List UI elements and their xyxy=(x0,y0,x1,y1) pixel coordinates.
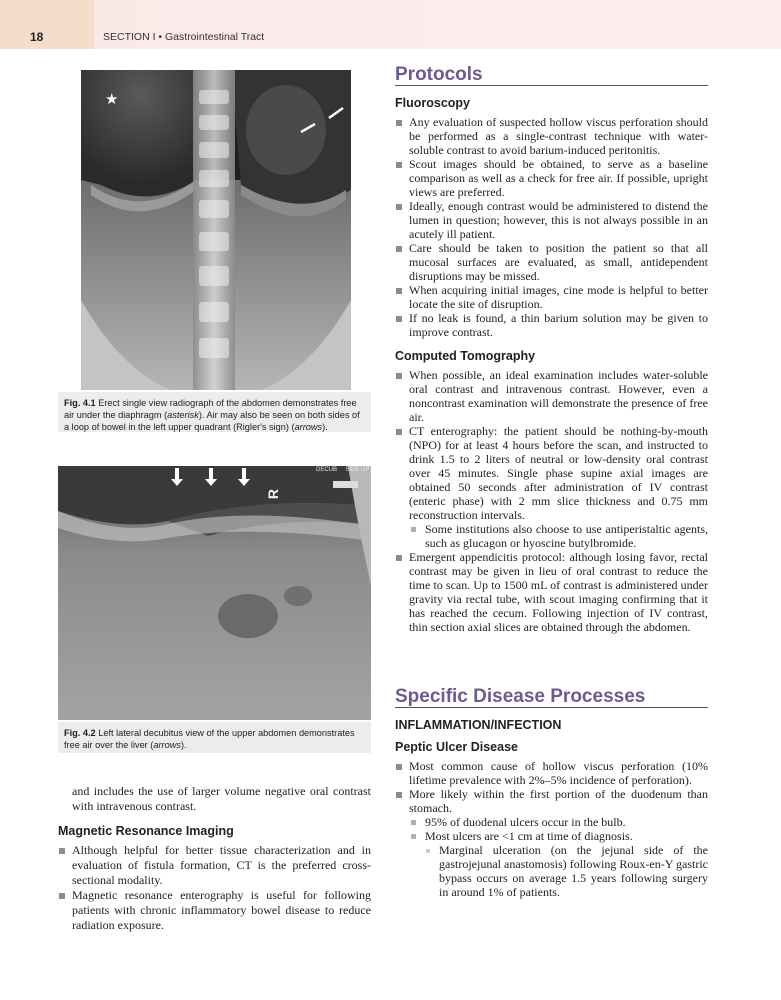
list-item: Although helpful for better tissue characterization and in evaluation of fistula formation, CT is the preferred cross-sectional modality. xyxy=(58,843,371,888)
pud-list xyxy=(395,759,708,899)
pud-sub-list xyxy=(409,815,708,899)
page-number: 18 xyxy=(30,30,44,44)
caption-emphasis: arrows xyxy=(153,740,181,750)
fluoroscopy-heading: Fluoroscopy xyxy=(395,96,471,110)
pud-sub-sub-list xyxy=(425,843,708,899)
caption-label: Fig. 4.2 xyxy=(64,728,96,738)
sub-list-item xyxy=(409,829,708,899)
continuation-paragraph: and includes the use of larger volume negative oral contrast with intravenous contrast. xyxy=(72,784,371,813)
sub-list-item-text: Most ulcers are <1 cm at time of diagnosis. xyxy=(425,829,633,843)
list-item: Ideally, enough contrast would be administered to distend the lumen in question; however, this is not always possible in an acutely ill patient. xyxy=(395,199,708,241)
list-item xyxy=(395,424,708,550)
sub-list-item: 95% of duodenal ulcers occur in the bulb. xyxy=(409,815,708,829)
list-item: Magnetic resonance enterography is useful for following patients with chronic inflammatory bowel disease to reduce radiation exposure. xyxy=(58,888,371,933)
inflammation-heading: INFLAMMATION/INFECTION xyxy=(395,718,562,732)
list-item: Any evaluation of suspected hollow viscus perforation should be performed as a single-contrast technique with water-soluble contrast to avoid barium-induced peritonitis. xyxy=(395,115,708,157)
disease-title: Specific Disease Processes xyxy=(395,690,708,708)
figure-4-2-caption xyxy=(58,722,371,753)
list-item-text: More likely within the first portion of the duodenum than stomach. xyxy=(409,787,708,815)
figure-4-2-radiograph xyxy=(58,466,371,720)
figure-4-1-radiograph xyxy=(81,70,351,390)
protocols-title: Protocols xyxy=(395,68,708,86)
list-item: Most common cause of hollow viscus perforation (10% lifetime prevalence with 2%–5% incidence of perforation). xyxy=(395,759,708,787)
decub-label: DECUB SIDE UP xyxy=(316,467,370,473)
list-item: When possible, an ideal examination includes water-soluble oral contrast and intravenous contrast. However, even a noncontrast examination will demonstrate the presence of free air. xyxy=(395,368,708,424)
list-item: Emergent appendicitis protocol: although losing favor, rectal contrast may be given in lieu of oral contrast to reduce the time to scan. Up to 1500 mL of contrast is administered under gravity via rectal tube, with scout imaging confirming that it has reached the cecum. Following injection of IV contrast, thin section axial slices are obtained through the abdomen. xyxy=(395,550,708,634)
running-head: SECTION I • Gastrointestinal Tract xyxy=(103,31,265,43)
caption-text: ). Air may also be seen on both sides of a loop of bowel in the left upper quadrant (Rigler's sign) ( xyxy=(64,410,360,432)
list-item-text: CT enterography: the patient should be nothing-by-mouth (NPO) for at least 4 hours before the scan, and instructed to drink 1.5 to 2 liters of neutral or low-density oral contrast over 45 minutes. Single phase supine axial images are obtained 50 seconds after administration of IV contrast (enteric phase) with 2 mm slice thickness and 0.75 mm reconstruction intervals. xyxy=(409,424,708,522)
sub-sub-list-item: Marginal ulceration (on the jejunal side of the gastrojejunal anastomosis) following Roux-en-Y gastric bypass occurs on average 1.5 years following surgery in around 1% of patients. xyxy=(425,843,708,899)
ct-list xyxy=(395,368,708,634)
fluoroscopy-list xyxy=(395,115,708,339)
protocols-section xyxy=(395,64,708,634)
list-item xyxy=(395,787,708,899)
caption-text: Left lateral decubitus view of the upper abdomen demonstrates free air over the liver ( xyxy=(64,728,355,750)
caption-emphasis: arrows xyxy=(294,422,323,432)
left-column-text xyxy=(58,784,371,933)
list-item: If no leak is found, a thin barium solution may be given to improve contrast. xyxy=(395,311,708,339)
list-item: Scout images should be obtained, to serve as a baseline comparison as well as a check for free air. If possible, upright views are preferred. xyxy=(395,157,708,199)
side-marker-label: R xyxy=(265,488,282,500)
caption-label: Fig. 4.1 xyxy=(64,398,96,408)
caption-text: ). xyxy=(180,740,187,750)
caption-text: Erect single view radiograph of the abdomen demonstrates free air under the diaphragm ( xyxy=(64,398,357,420)
list-item: Care should be taken to position the patient so that all mucosal surfaces are evaluated, as small, antidependent disruptions may be missed. xyxy=(395,241,708,283)
disease-section xyxy=(395,686,708,899)
caption-emphasis: asterisk xyxy=(167,410,199,420)
caption-text: ). xyxy=(322,422,328,432)
asterisk-marker: ★ xyxy=(105,90,119,108)
figure-4-1-caption xyxy=(58,392,371,432)
ct-heading: Computed Tomography xyxy=(395,349,536,363)
sub-list-item: Some institutions also choose to use antiperistaltic agents, such as glucagon or hyoscine butylbromide. xyxy=(409,522,708,550)
mri-heading: Magnetic Resonance Imaging xyxy=(58,824,234,838)
ct-sub-list xyxy=(409,522,708,550)
mri-list xyxy=(58,843,371,933)
pud-heading: Peptic Ulcer Disease xyxy=(395,740,518,754)
list-item: When acquiring initial images, cine mode is helpful to better locate the site of disruption. xyxy=(395,283,708,311)
